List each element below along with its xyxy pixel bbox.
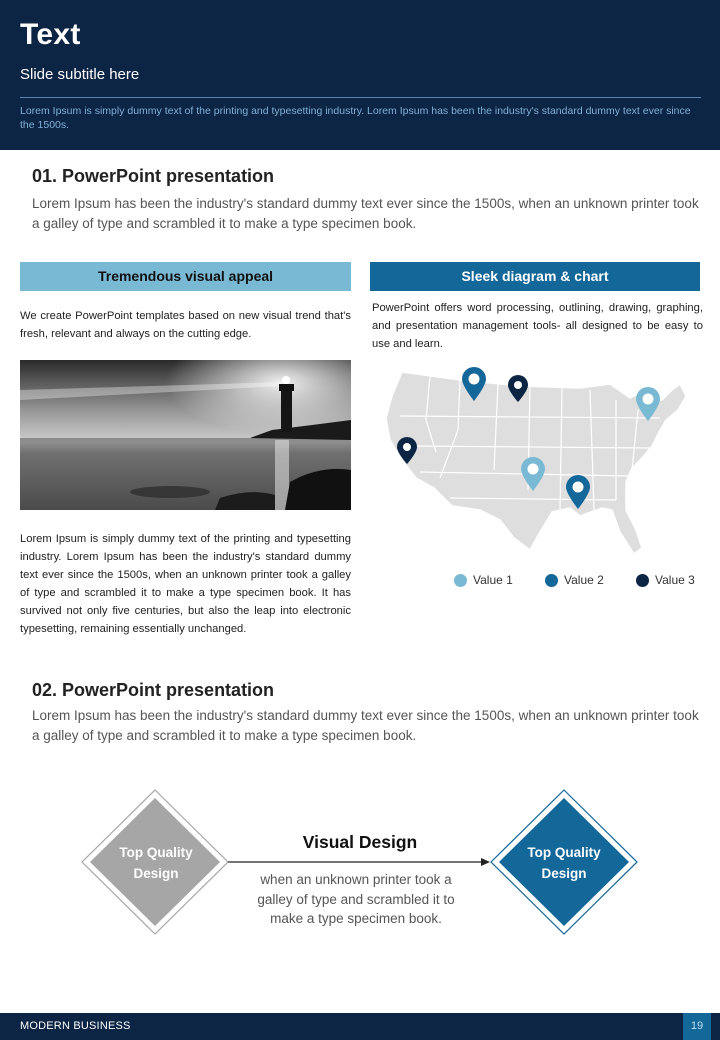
right-diamond-label: Top Quality Design bbox=[527, 845, 601, 881]
page-number: 19 bbox=[683, 1013, 711, 1040]
legend-dot-icon bbox=[636, 574, 649, 587]
header-description: Lorem Ipsum is simply dummy text of the printing and typesetting industry. Lorem Ipsum has been the industry's standard dummy text ever since the 1500s. bbox=[20, 105, 691, 131]
legend-label: Value 1 bbox=[473, 573, 513, 587]
page-title: Text bbox=[20, 18, 81, 51]
left-body-text: Lorem Ipsum is simply dummy text of the printing and typesetting industry. Lorem Ipsum has been the industry's standard dummy text ever since the 1500s, when an unknown printer took a galley of type and scrambled it to make a type specimen book. It has survived not only five centuries, but also the leap into electronic typesetting, remaining essentially unchanged. bbox=[20, 533, 351, 635]
map-pin-value-1 bbox=[519, 456, 547, 492]
legend-dot-icon bbox=[454, 574, 467, 587]
map-pin-value-3 bbox=[396, 437, 418, 465]
footer-label: MODERN BUSINESS bbox=[20, 1020, 131, 1032]
band-sleek-diagram: Sleek diagram & chart bbox=[370, 262, 700, 291]
footer-bar bbox=[0, 1013, 720, 1040]
visual-design-text: when an unknown printer took a galley of type and scrambled it to make a type specimen book. bbox=[257, 872, 455, 926]
arrowhead-icon bbox=[481, 858, 490, 866]
section-1-text: Lorem Ipsum has been the industry's standard dummy text ever since the 1500s, when an unknown printer took a galley of type and scrambled it to make a type specimen book. bbox=[32, 196, 699, 231]
header-banner bbox=[0, 0, 720, 150]
section-2-text: Lorem Ipsum has been the industry's standard dummy text ever since the 1500s, when an unknown printer took a galley of type and scrambled it to make a type specimen book. bbox=[32, 708, 699, 743]
lighthouse-image bbox=[20, 360, 351, 510]
map-pin-value-3 bbox=[507, 375, 529, 403]
page-subtitle: Slide subtitle here bbox=[20, 66, 140, 83]
band-visual-appeal: Tremendous visual appeal bbox=[20, 262, 351, 291]
map-pin-value-2 bbox=[564, 474, 592, 510]
section-2-title: 02. PowerPoint presentation bbox=[32, 680, 275, 700]
legend-dot-icon bbox=[545, 574, 558, 587]
usa-map bbox=[380, 360, 700, 565]
left-diamond-label: Top Quality Design bbox=[119, 845, 193, 881]
legend-item-value-2 bbox=[545, 573, 604, 587]
legend-label: Value 3 bbox=[655, 573, 695, 587]
section-1-title: 01. PowerPoint presentation bbox=[32, 166, 275, 186]
left-intro-text: We create PowerPoint templates based on new visual trend that's fresh, relevant and always on the cutting edge. bbox=[20, 310, 351, 340]
header-divider bbox=[20, 97, 701, 98]
lighthouse-photo bbox=[20, 360, 351, 510]
right-intro-text: PowerPoint offers word processing, outlining, drawing, graphing, and presentation management tools- all designed to be easy to use and learn. bbox=[372, 302, 703, 350]
legend-item-value-3 bbox=[636, 573, 695, 587]
map-pin-value-1 bbox=[634, 386, 662, 422]
legend-item-value-1 bbox=[454, 573, 513, 587]
legend-label: Value 2 bbox=[564, 573, 604, 587]
visual-design-title: Visual Design bbox=[302, 832, 418, 852]
map-pin-value-2 bbox=[460, 366, 488, 402]
